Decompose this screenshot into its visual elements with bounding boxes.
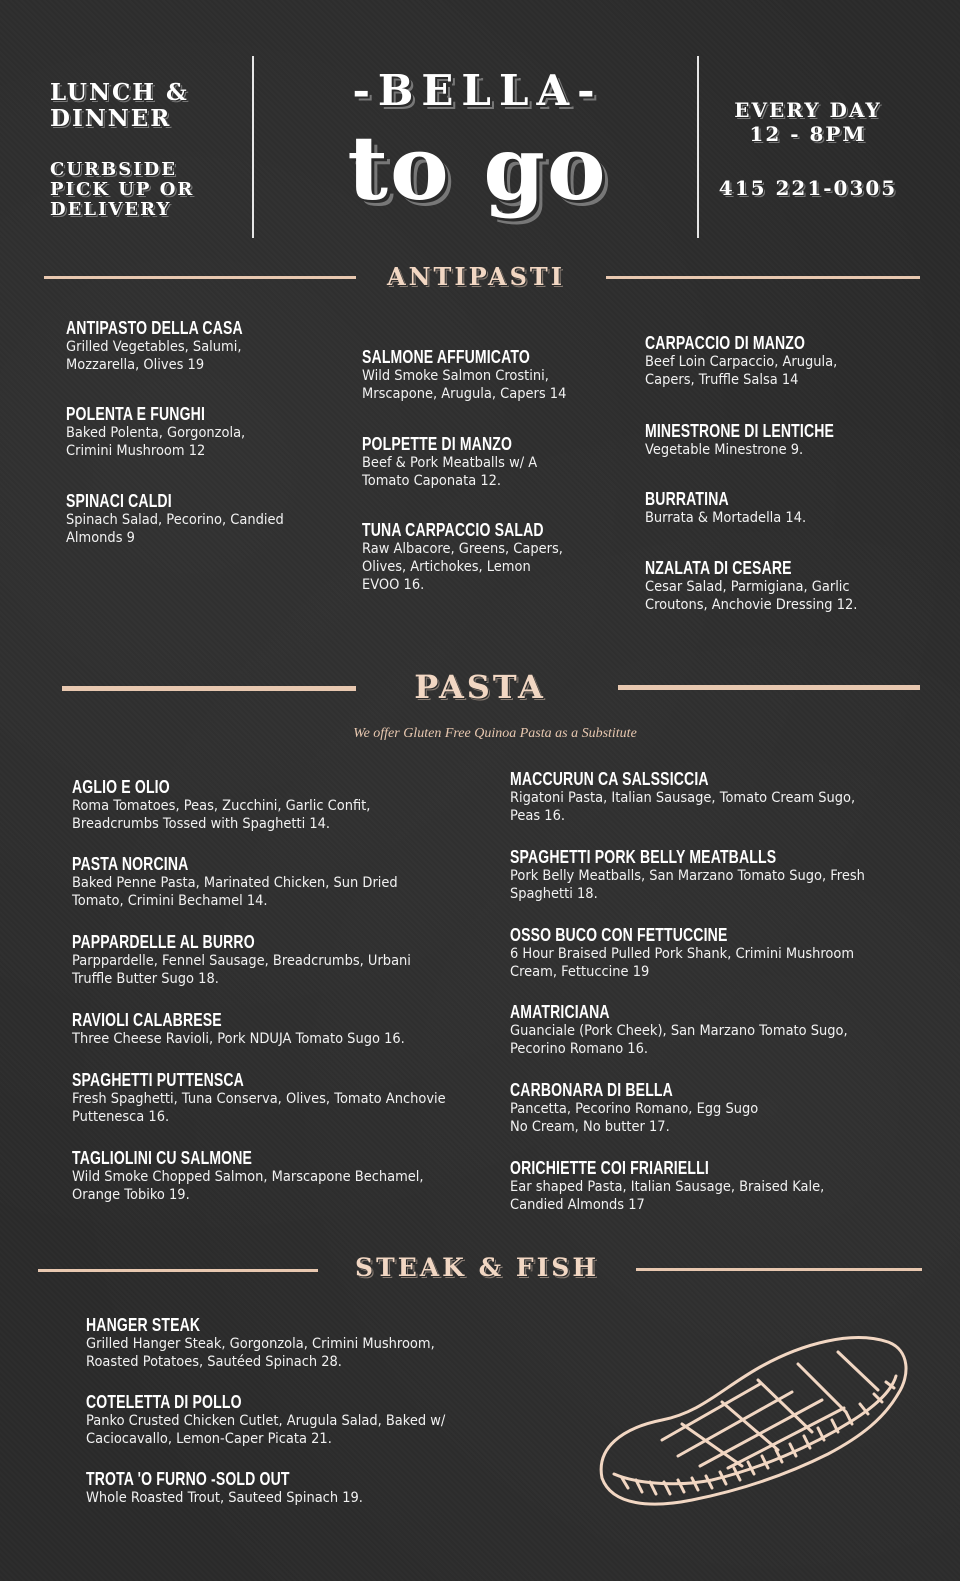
item-desc: Truffle Butter Sugo 18. xyxy=(72,971,219,987)
pasta-title: PASTA xyxy=(414,668,546,706)
steak-rule-right xyxy=(636,1268,922,1271)
item-name: SPAGHETTI PORK BELLY MEATBALLS xyxy=(510,847,777,867)
item-desc: Spaghetti 18. xyxy=(510,886,598,902)
item-name: ANTIPASTO DELLA CASA xyxy=(66,318,243,338)
item-desc: Almonds 9 xyxy=(66,530,135,546)
menu-item-pappardelle-al-burro xyxy=(72,932,492,988)
menu-item-minestrone-di-lentiche xyxy=(645,421,925,459)
menu-item-orichiette-coi-friarielli xyxy=(510,1158,930,1214)
item-desc: Crimini Mushroom 12 xyxy=(66,443,206,459)
item-desc: Pork Belly Meatballs, San Marzano Tomato Sugo, Fresh xyxy=(510,868,865,884)
item-desc: Vegetable Minestrone 9. xyxy=(645,442,804,458)
steak-title: STEAK & FISH xyxy=(355,1253,599,1282)
menu-item-salmone-affumicato xyxy=(362,347,632,403)
menu-item-carbonara-di-bella xyxy=(510,1080,930,1136)
item-desc: Burrata & Mortadella 14. xyxy=(645,510,807,526)
item-desc: Pecorino Romano 16. xyxy=(510,1041,649,1057)
service-label-1: LUNCH & xyxy=(50,79,189,106)
menu-item-hanger-steak xyxy=(86,1315,526,1371)
item-name: SALMONE AFFUMICATO xyxy=(362,347,530,367)
header-divider-right xyxy=(697,56,699,238)
item-desc: Olives, Artichokes, Lemon xyxy=(362,559,531,575)
menu-item-amatriciana xyxy=(510,1002,930,1058)
brand-name: -BELLA- xyxy=(352,66,603,115)
item-desc: Cream, Fettuccine 19 xyxy=(510,964,650,980)
antipasti-rule-right xyxy=(606,276,920,279)
antipasti-title: ANTIPASTI xyxy=(387,262,565,291)
steak-icon xyxy=(592,1328,916,1514)
menu-item-spaghetti-pork-belly-meatballs xyxy=(510,847,930,903)
item-desc: Tomato, Crimini Bechamel 14. xyxy=(72,893,268,909)
item-desc: Candied Almonds 17 xyxy=(510,1197,645,1213)
item-name: CARBONARA DI BELLA xyxy=(510,1080,673,1100)
menu-item-burratina xyxy=(645,489,925,527)
item-desc: Wild Smoke Chopped Salmon, Marscapone Bechamel, xyxy=(72,1169,424,1185)
brand-subtitle: to go xyxy=(347,116,608,220)
item-name: NZALATA DI CESARE xyxy=(645,558,792,578)
item-name: TUNA CARPACCIO SALAD xyxy=(362,520,544,540)
menu-item-osso-buco-con-fettuccine xyxy=(510,925,930,981)
item-desc: Pancetta, Pecorino Romano, Egg Sugo xyxy=(510,1101,759,1117)
item-desc: Rigatoni Pasta, Italian Sausage, Tomato Cream Sugo, xyxy=(510,790,856,806)
pickup-label-3: DELIVERY xyxy=(50,199,172,220)
steak-rule-left xyxy=(38,1269,318,1272)
item-name: PASTA NORCINA xyxy=(72,854,189,874)
service-label-2: DINNER xyxy=(50,105,172,132)
item-desc: EVOO 16. xyxy=(362,577,425,593)
item-desc: Capers, Truffle Salsa 14 xyxy=(645,372,799,388)
item-desc: Fresh Spaghetti, Tuna Conserva, Olives, Tomato Anchovie xyxy=(72,1091,446,1107)
item-name: MINESTRONE DI LENTICHE xyxy=(645,421,835,441)
item-name: CARPACCIO DI MANZO xyxy=(645,333,806,353)
item-desc: Breadcrumbs Tossed with Spaghetti 14. xyxy=(72,816,331,832)
item-desc: Spinach Salad, Pecorino, Candied xyxy=(66,512,284,528)
pickup-label-1: CURBSIDE xyxy=(50,159,177,180)
item-name: HANGER STEAK xyxy=(86,1315,201,1335)
item-desc: Baked Penne Pasta, Marinated Chicken, Sun Dried xyxy=(72,875,398,891)
item-name: COTELETTA DI POLLO xyxy=(86,1392,242,1412)
item-desc: Raw Albacore, Greens, Capers, xyxy=(362,541,563,557)
item-name: AMATRICIANA xyxy=(510,1002,610,1022)
menu-item-spaghetti-puttensca xyxy=(72,1070,492,1126)
item-name: POLENTA E FUNGHI xyxy=(66,404,205,424)
item-desc: Croutons, Anchovie Dressing 12. xyxy=(645,597,858,613)
item-desc: Roma Tomatoes, Peas, Zucchini, Garlic Confit, xyxy=(72,798,371,814)
item-desc: Parppardelle, Fennel Sausage, Breadcrumbs, Urbani xyxy=(72,953,411,969)
pasta-rule-left xyxy=(62,686,356,691)
item-name: PAPPARDELLE AL BURRO xyxy=(72,932,255,952)
item-desc: Baked Polenta, Gorgonzola, xyxy=(66,425,246,441)
menu-item-polpette-di-manzo xyxy=(362,434,632,490)
menu-item-polenta-e-funghi xyxy=(66,404,336,460)
pickup-label-2: PICK UP OR xyxy=(50,179,195,200)
item-desc: Orange Tobiko 19. xyxy=(72,1187,190,1203)
menu-item-tuna-carpaccio-salad xyxy=(362,520,632,594)
item-name: TROTA 'O FURNO -SOLD OUT xyxy=(86,1469,290,1489)
item-name: SPAGHETTI PUTTENSCA xyxy=(72,1070,244,1090)
item-name: POLPETTE DI MANZO xyxy=(362,434,513,454)
item-desc: Puttenesca 16. xyxy=(72,1109,170,1125)
item-desc: Caciocavallo, Lemon-Caper Picata 21. xyxy=(86,1431,332,1447)
item-desc: Mrscapone, Arugula, Capers 14 xyxy=(362,386,567,402)
menu-item-carpaccio-di-manzo xyxy=(645,333,925,389)
item-name: MACCURUN CA SALSSICCIA xyxy=(510,769,709,789)
menu-item-antipasto-della-casa xyxy=(66,318,336,374)
menu-item-coteletta-di-pollo xyxy=(86,1392,526,1448)
header-left xyxy=(50,80,240,220)
item-name: ORICHIETTE COI FRIARIELLI xyxy=(510,1158,709,1178)
menu-item-maccurun-ca-salssiccia xyxy=(510,769,930,825)
menu-item-aglio-e-olio xyxy=(72,777,492,833)
menu-item-tagliolini-cu-salmone xyxy=(72,1148,492,1204)
item-desc: Wild Smoke Salmon Crostini, xyxy=(362,368,549,384)
item-name: AGLIO E OLIO xyxy=(72,777,170,797)
item-desc: Beef Loin Carpaccio, Arugula, xyxy=(645,354,838,370)
item-name: BURRATINA xyxy=(645,489,729,509)
menu-item-pasta-norcina xyxy=(72,854,492,910)
gluten-free-note: We offer Gluten Free Quinoa Pasta as a Substitute xyxy=(353,726,637,741)
item-desc: Ear shaped Pasta, Italian Sausage, Braised Kale, xyxy=(510,1179,825,1195)
item-desc: Panko Crusted Chicken Cutlet, Arugula Salad, Baked w/ xyxy=(86,1413,446,1429)
item-desc: Cesar Salad, Parmigiana, Garlic xyxy=(645,579,850,595)
item-desc: Three Cheese Ravioli, Pork NDUJA Tomato Sugo 16. xyxy=(72,1031,405,1047)
pasta-rule-right xyxy=(618,685,920,690)
menu-item-nzalata-di-cesare xyxy=(645,558,925,614)
menu-item-spinaci-caldi xyxy=(66,491,336,547)
header-right xyxy=(708,98,908,200)
item-name: SPINACI CALDI xyxy=(66,491,172,511)
item-desc: Whole Roasted Trout, Sauteed Spinach 19. xyxy=(86,1490,363,1506)
header-divider-left xyxy=(252,56,254,238)
item-desc: Peas 16. xyxy=(510,808,566,824)
item-desc: Grilled Hanger Steak, Gorgonzola, Crimini Mushroom, xyxy=(86,1336,435,1352)
item-name: TAGLIOLINI CU SALMONE xyxy=(72,1148,253,1168)
item-desc: Guanciale (Pork Cheek), San Marzano Tomato Sugo, xyxy=(510,1023,848,1039)
menu-item-ravioli-calabrese xyxy=(72,1010,492,1048)
hours-line-2: 12 - 8PM xyxy=(749,122,867,146)
item-name: OSSO BUCO CON FETTUCCINE xyxy=(510,925,728,945)
hours-line-1: EVERY DAY xyxy=(734,98,882,122)
phone-number: 415 221-0305 xyxy=(718,176,898,200)
item-desc: Tomato Caponata 12. xyxy=(362,473,502,489)
item-desc: 6 Hour Braised Pulled Pork Shank, Crimini Mushroom xyxy=(510,946,855,962)
menu-item-trota-o-furno xyxy=(86,1469,526,1507)
item-desc: No Cream, No butter 17. xyxy=(510,1119,670,1135)
item-desc: Mozzarella, Olives 19 xyxy=(66,357,205,373)
item-name: RAVIOLI CALABRESE xyxy=(72,1010,222,1030)
brand-logo xyxy=(260,66,695,220)
antipasti-rule-left xyxy=(44,276,356,279)
item-desc: Grilled Vegetables, Salumi, xyxy=(66,339,242,355)
item-desc: Beef & Pork Meatballs w/ A xyxy=(362,455,538,471)
item-desc: Roasted Potatoes, Sautéed Spinach 28. xyxy=(86,1354,342,1370)
